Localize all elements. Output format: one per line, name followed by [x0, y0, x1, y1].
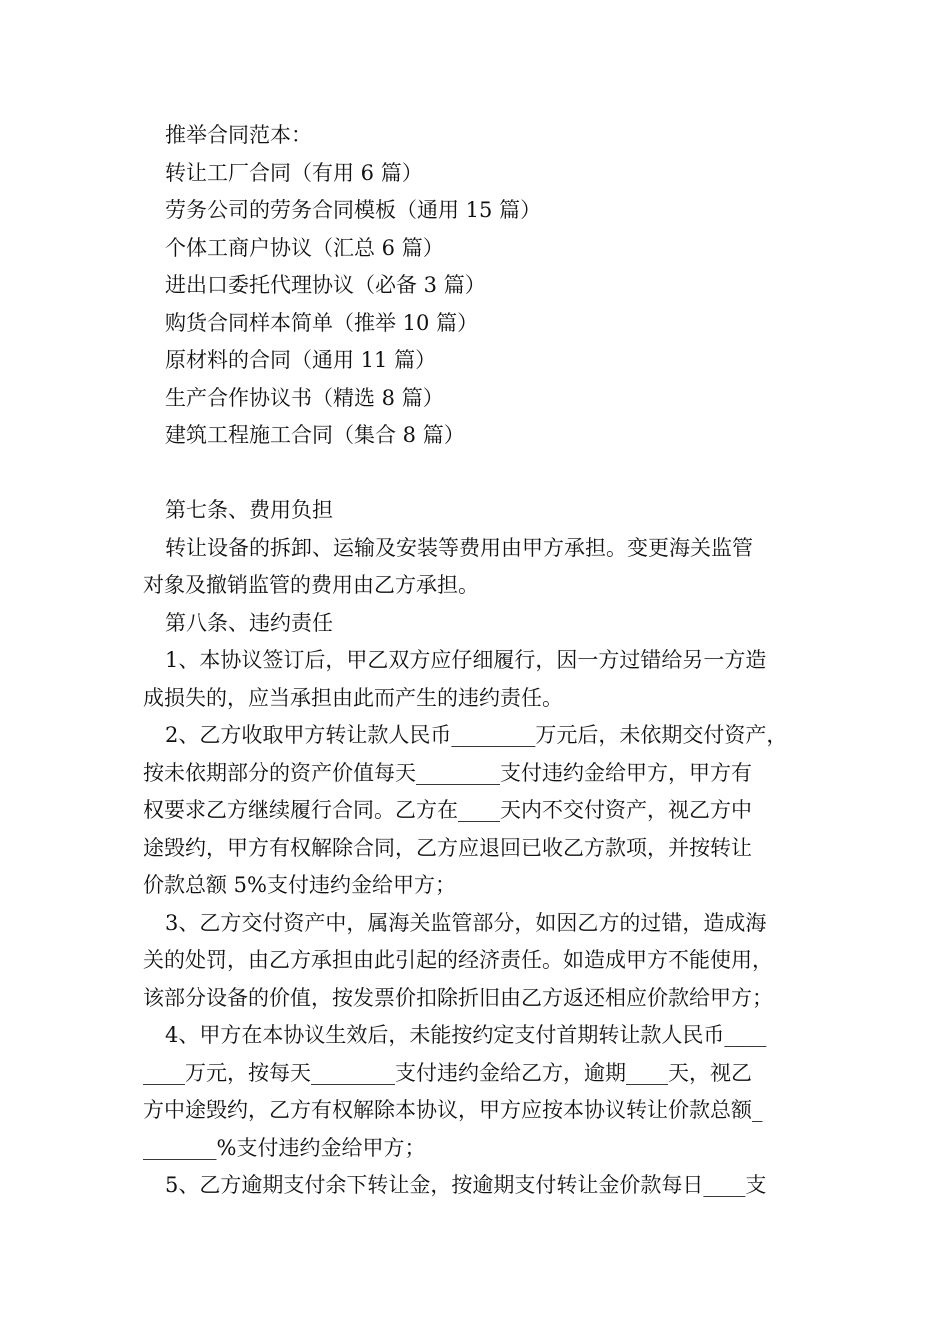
recommend-heading: 推举合同范本： [165, 123, 312, 147]
clause-1-line: 成损失的，应当承担由此而产生的违约责任。 [143, 685, 563, 710]
clause-2-line: 权要求乙方继续履行合同。乙方在____天内不交付资产，视乙方中 [143, 798, 752, 822]
article-7-line: 对象及撤销监管的费用由乙方承担。 [143, 573, 479, 597]
recommend-link[interactable]: 劳务公司的劳务合同模板（通用 15 篇） [165, 198, 542, 222]
clause-5-line: 5、乙方逾期支付余下转让金，按逾期支付转让金价款每日____支 [165, 1173, 767, 1197]
clause-2-line: 按未依期部分的资产价值每天________支付违约金给甲方，甲方有 [143, 760, 752, 785]
recommend-link[interactable]: 进出口委托代理协议（必备 3 篇） [165, 273, 486, 297]
recommend-link[interactable]: 转让工厂合同（有用 6 篇） [165, 160, 423, 185]
recommend-link[interactable]: 建筑工程施工合同（集合 8 篇） [165, 423, 465, 447]
recommend-link[interactable]: 购货合同样本简单（推举 10 篇） [165, 310, 479, 335]
clause-3-line: 关的处罚，由乙方承担由此引起的经济责任。如造成甲方不能使用， [143, 948, 773, 972]
recommend-link[interactable]: 生产合作协议书（精选 8 篇） [165, 385, 444, 410]
clause-4-line: _______%支付违约金给甲方； [143, 1135, 426, 1160]
clause-4-line: ____万元，按每天________支付违约金给乙方，逾期____天，视乙 [143, 1060, 752, 1085]
clause-4-line: 方中途毁约，乙方有权解除本协议，甲方应按本协议转让价款总额_ [143, 1098, 763, 1122]
clause-3-line: 3、乙方交付资产中，属海关监管部分，如因乙方的过错，造成海 [165, 910, 767, 935]
clause-2-line: 价款总额 5%支付违约金给甲方； [143, 873, 456, 897]
clause-2-line: 途毁约，甲方有权解除合同，乙方应退回已收乙方款项，并按转让 [143, 835, 752, 860]
clause-2-line: 2、乙方收取甲方转让款人民币________万元后，未依期交付资产， [165, 723, 788, 747]
recommend-link[interactable]: 原材料的合同（通用 11 篇） [165, 348, 437, 372]
clause-3-line: 该部分设备的价值，按发票价扣除折旧由乙方返还相应价款给甲方； [143, 985, 773, 1010]
article-7-title: 第七条、费用负担 [165, 498, 333, 522]
recommend-link[interactable]: 个体工商户协议（汇总 6 篇） [165, 235, 444, 260]
article-7-line: 转让设备的拆卸、运输及安装等费用由甲方承担。变更海关监管 [165, 535, 753, 560]
clause-1-line: 1、本协议签订后，甲乙双方应仔细履行，因一方过错给另一方造 [165, 648, 767, 672]
spacer [143, 455, 811, 493]
article-8-title: 第八条、违约责任 [165, 610, 333, 635]
clause-4-line: 4、甲方在本协议生效后，未能按约定支付首期转让款人民币____ [165, 1023, 767, 1047]
document-body [143, 117, 811, 1205]
